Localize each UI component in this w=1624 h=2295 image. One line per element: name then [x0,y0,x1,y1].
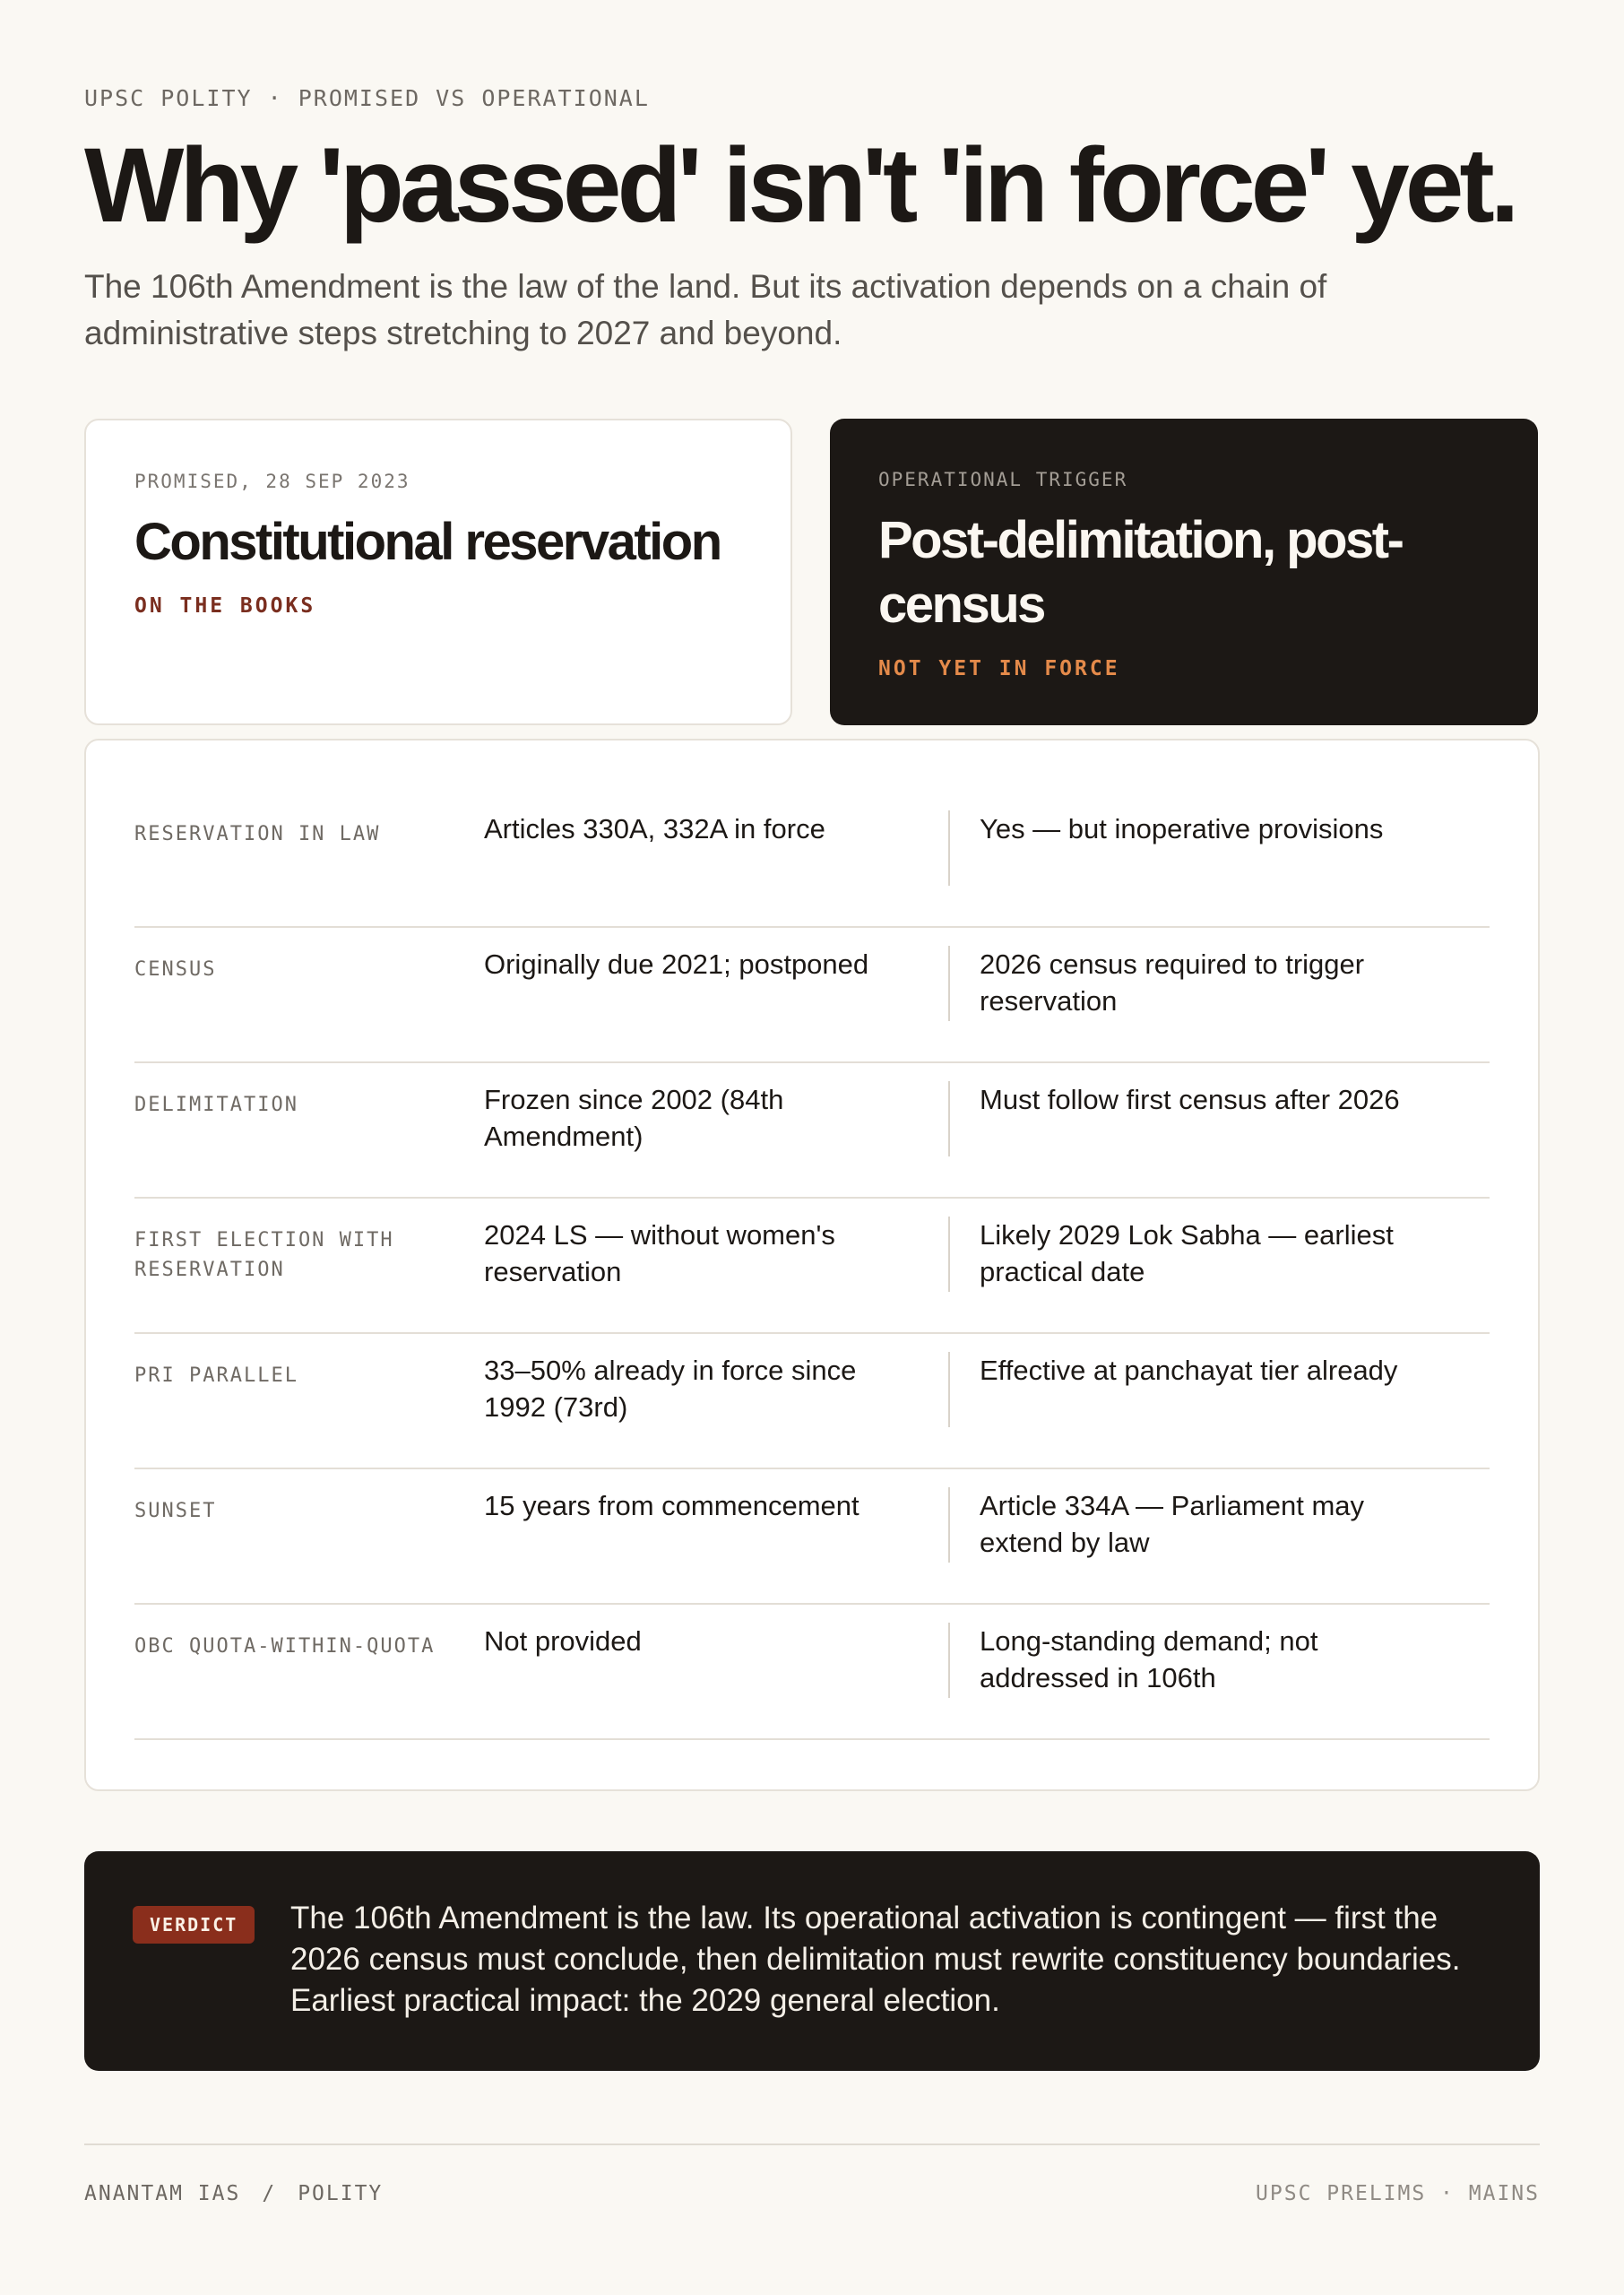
footer-exam-tag: UPSC PRELIMS · MAINS [1256,2182,1540,2205]
row-promised-value: Not provided [484,1625,642,1657]
page-title: Why 'passed' isn't 'in force' yet. [84,126,1516,245]
operational-card-heading: Post-delimitation, post-census [878,511,1403,634]
row-label: PRI PARALLEL [134,1364,298,1387]
promised-card-label: PROMISED, 28 SEP 2023 [134,471,410,492]
verdict-panel [84,1851,1540,2071]
operational-card [830,419,1538,725]
row-promised-value: Articles 330A, 332A in force [484,813,825,844]
row-divider [948,810,950,886]
table-row [134,928,1490,1063]
row-divider [948,1217,950,1292]
table-row [134,1605,1490,1740]
row-operational-value: Article 334A — Parliament may extend by law [980,1490,1365,1558]
footer-separator: / [262,2182,277,2205]
row-operational-value: Effective at panchayat tier already [980,1355,1398,1386]
row-promised-value: 33–50% already in force since 1992 (73rd) [484,1355,857,1423]
operational-card-tag: NOT YET IN FORCE [878,657,1120,680]
promised-card-tag: ON THE BOOKS [134,594,316,618]
row-label: CENSUS [134,958,217,981]
row-promised-value: 2024 LS — without women's reservation [484,1219,835,1287]
row-label: FIRST ELECTION WITH RESERVATION [134,1229,394,1281]
row-operational-value: Must follow first census after 2026 [980,1084,1400,1115]
page-subtitle: The 106th Amendment is the law of the land. But its activation depends on a chain of administrative steps stretching to 2027 and beyond. [84,268,1327,351]
kicker: UPSC POLITY · PROMISED VS OPERATIONAL [84,85,650,111]
row-label: DELIMITATION [134,1094,298,1116]
footer-brand: ANANTAM IAS [84,2182,241,2205]
row-divider [948,1487,950,1563]
promised-card-heading: Constitutional reservation [134,513,721,571]
row-operational-value: 2026 census required to trigger reservation [980,948,1365,1017]
table-row [134,1063,1490,1199]
row-promised-value: 15 years from commencement [484,1490,860,1521]
row-divider [948,1623,950,1698]
row-label: SUNSET [134,1500,217,1522]
row-operational-value: Likely 2029 Lok Sabha — earliest practical date [980,1219,1394,1287]
operational-card-label: OPERATIONAL TRIGGER [878,469,1128,490]
row-label: RESERVATION IN LAW [134,823,381,845]
row-operational-value: Long-standing demand; not addressed in 106th [980,1625,1318,1693]
promised-card [84,419,792,725]
footer-breadcrumb [84,2182,383,2205]
row-operational-value: Yes — but inoperative provisions [980,813,1384,844]
comparison-table [84,739,1540,1791]
table-row [134,1334,1490,1469]
row-label: OBC QUOTA-WITHIN-QUOTA [134,1635,436,1658]
row-promised-value: Originally due 2021; postponed [484,948,869,980]
row-divider [948,946,950,1021]
table-row [134,792,1490,928]
footer-divider [84,2143,1540,2145]
table-row [134,1199,1490,1334]
footer-section: POLITY [298,2182,384,2205]
row-divider [948,1081,950,1156]
verdict-badge: VERDICT [133,1906,255,1944]
row-divider [948,1352,950,1427]
row-promised-value: Frozen since 2002 (84th Amendment) [484,1084,784,1152]
table-row [134,1469,1490,1605]
verdict-text: The 106th Amendment is the law. Its operational activation is contingent — first the 2026 census must conclude, then delimitation must rewrite constituency boundaries. Earliest practical impact: the 2029 general election. [290,1901,1461,2018]
